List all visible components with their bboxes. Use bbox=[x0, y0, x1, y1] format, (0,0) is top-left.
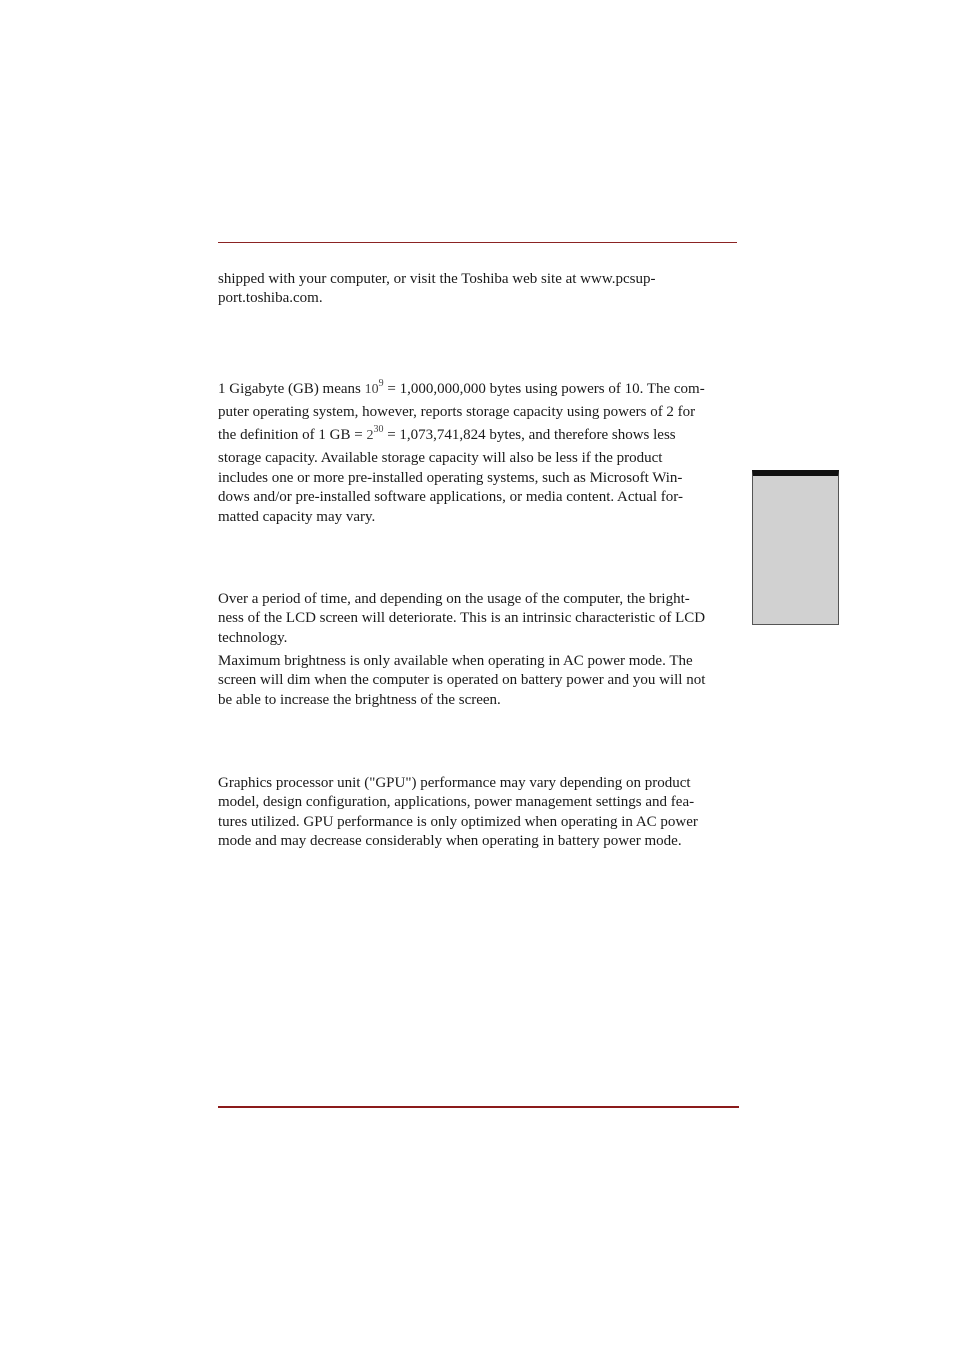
text-fragment: = 1,073,741,824 bytes, and therefore shows less bbox=[383, 427, 676, 444]
power-of-two-expression bbox=[366, 424, 384, 444]
text-line: model, design configuration, applications, power management settings and fea- bbox=[218, 794, 695, 811]
text-line: Over a period of time, and depending on the usage of the computer, the bright- bbox=[218, 591, 690, 607]
text-line: storage capacity. Available storage capacity will also be less if the product bbox=[218, 450, 663, 467]
paragraph-gpu-performance bbox=[218, 774, 740, 852]
text-fragment: 1 Gigabyte (GB) means bbox=[218, 381, 365, 397]
text-line: technology. bbox=[218, 629, 288, 646]
text-fragment: the definition of 1 GB = bbox=[218, 427, 367, 444]
exponent: 30 bbox=[373, 424, 384, 436]
text-line: mode and may decrease considerably when operating in battery power mode. bbox=[218, 833, 682, 850]
text-line: screen will dim when the computer is operated on battery power and you will not bbox=[218, 672, 706, 689]
power-of-ten-expression bbox=[364, 378, 384, 397]
text-line: be able to increase the brightness of the screen. bbox=[218, 691, 501, 708]
text-line: ness of the LCD screen will deteriorate. This is an intrinsic characteristic of LCD bbox=[218, 610, 706, 627]
paragraph-max-brightness bbox=[218, 652, 740, 710]
chapter-side-tab bbox=[752, 470, 839, 625]
paragraph-lcd-deterioration bbox=[218, 590, 740, 648]
exponent-base: 2 bbox=[366, 428, 374, 444]
exponent: 9 bbox=[378, 378, 384, 389]
text-line: includes one or more pre-installed operating systems, such as Microsoft Win- bbox=[218, 469, 683, 486]
paragraph-gigabyte-definition bbox=[218, 376, 740, 527]
paragraph-support-site bbox=[218, 270, 740, 309]
text-line: tures utilized. GPU performance is only optimized when operating in AC power bbox=[218, 813, 698, 830]
header-rule bbox=[218, 242, 737, 243]
text-line: port.toshiba.com. bbox=[218, 290, 323, 307]
text-line: puter operating system, however, reports storage capacity using powers of 2 for bbox=[218, 404, 696, 420]
text-fragment: = 1,000,000,000 bytes using powers of 10. The com- bbox=[383, 381, 705, 397]
text-line: Graphics processor unit ("GPU") performance may vary depending on product bbox=[218, 775, 691, 791]
text-line: matted capacity may vary. bbox=[218, 508, 376, 525]
text-line bbox=[218, 422, 740, 449]
text-line bbox=[218, 376, 740, 403]
footer-rule bbox=[218, 1106, 739, 1108]
text-line: Maximum brightness is only available when operating in AC power mode. The bbox=[218, 653, 693, 669]
text-line: shipped with your computer, or visit the Toshiba web site at www.pcsup- bbox=[218, 271, 656, 287]
exponent-base: 10 bbox=[364, 382, 379, 397]
text-line: dows and/or pre-installed software applications, or media content. Actual for- bbox=[218, 489, 683, 506]
